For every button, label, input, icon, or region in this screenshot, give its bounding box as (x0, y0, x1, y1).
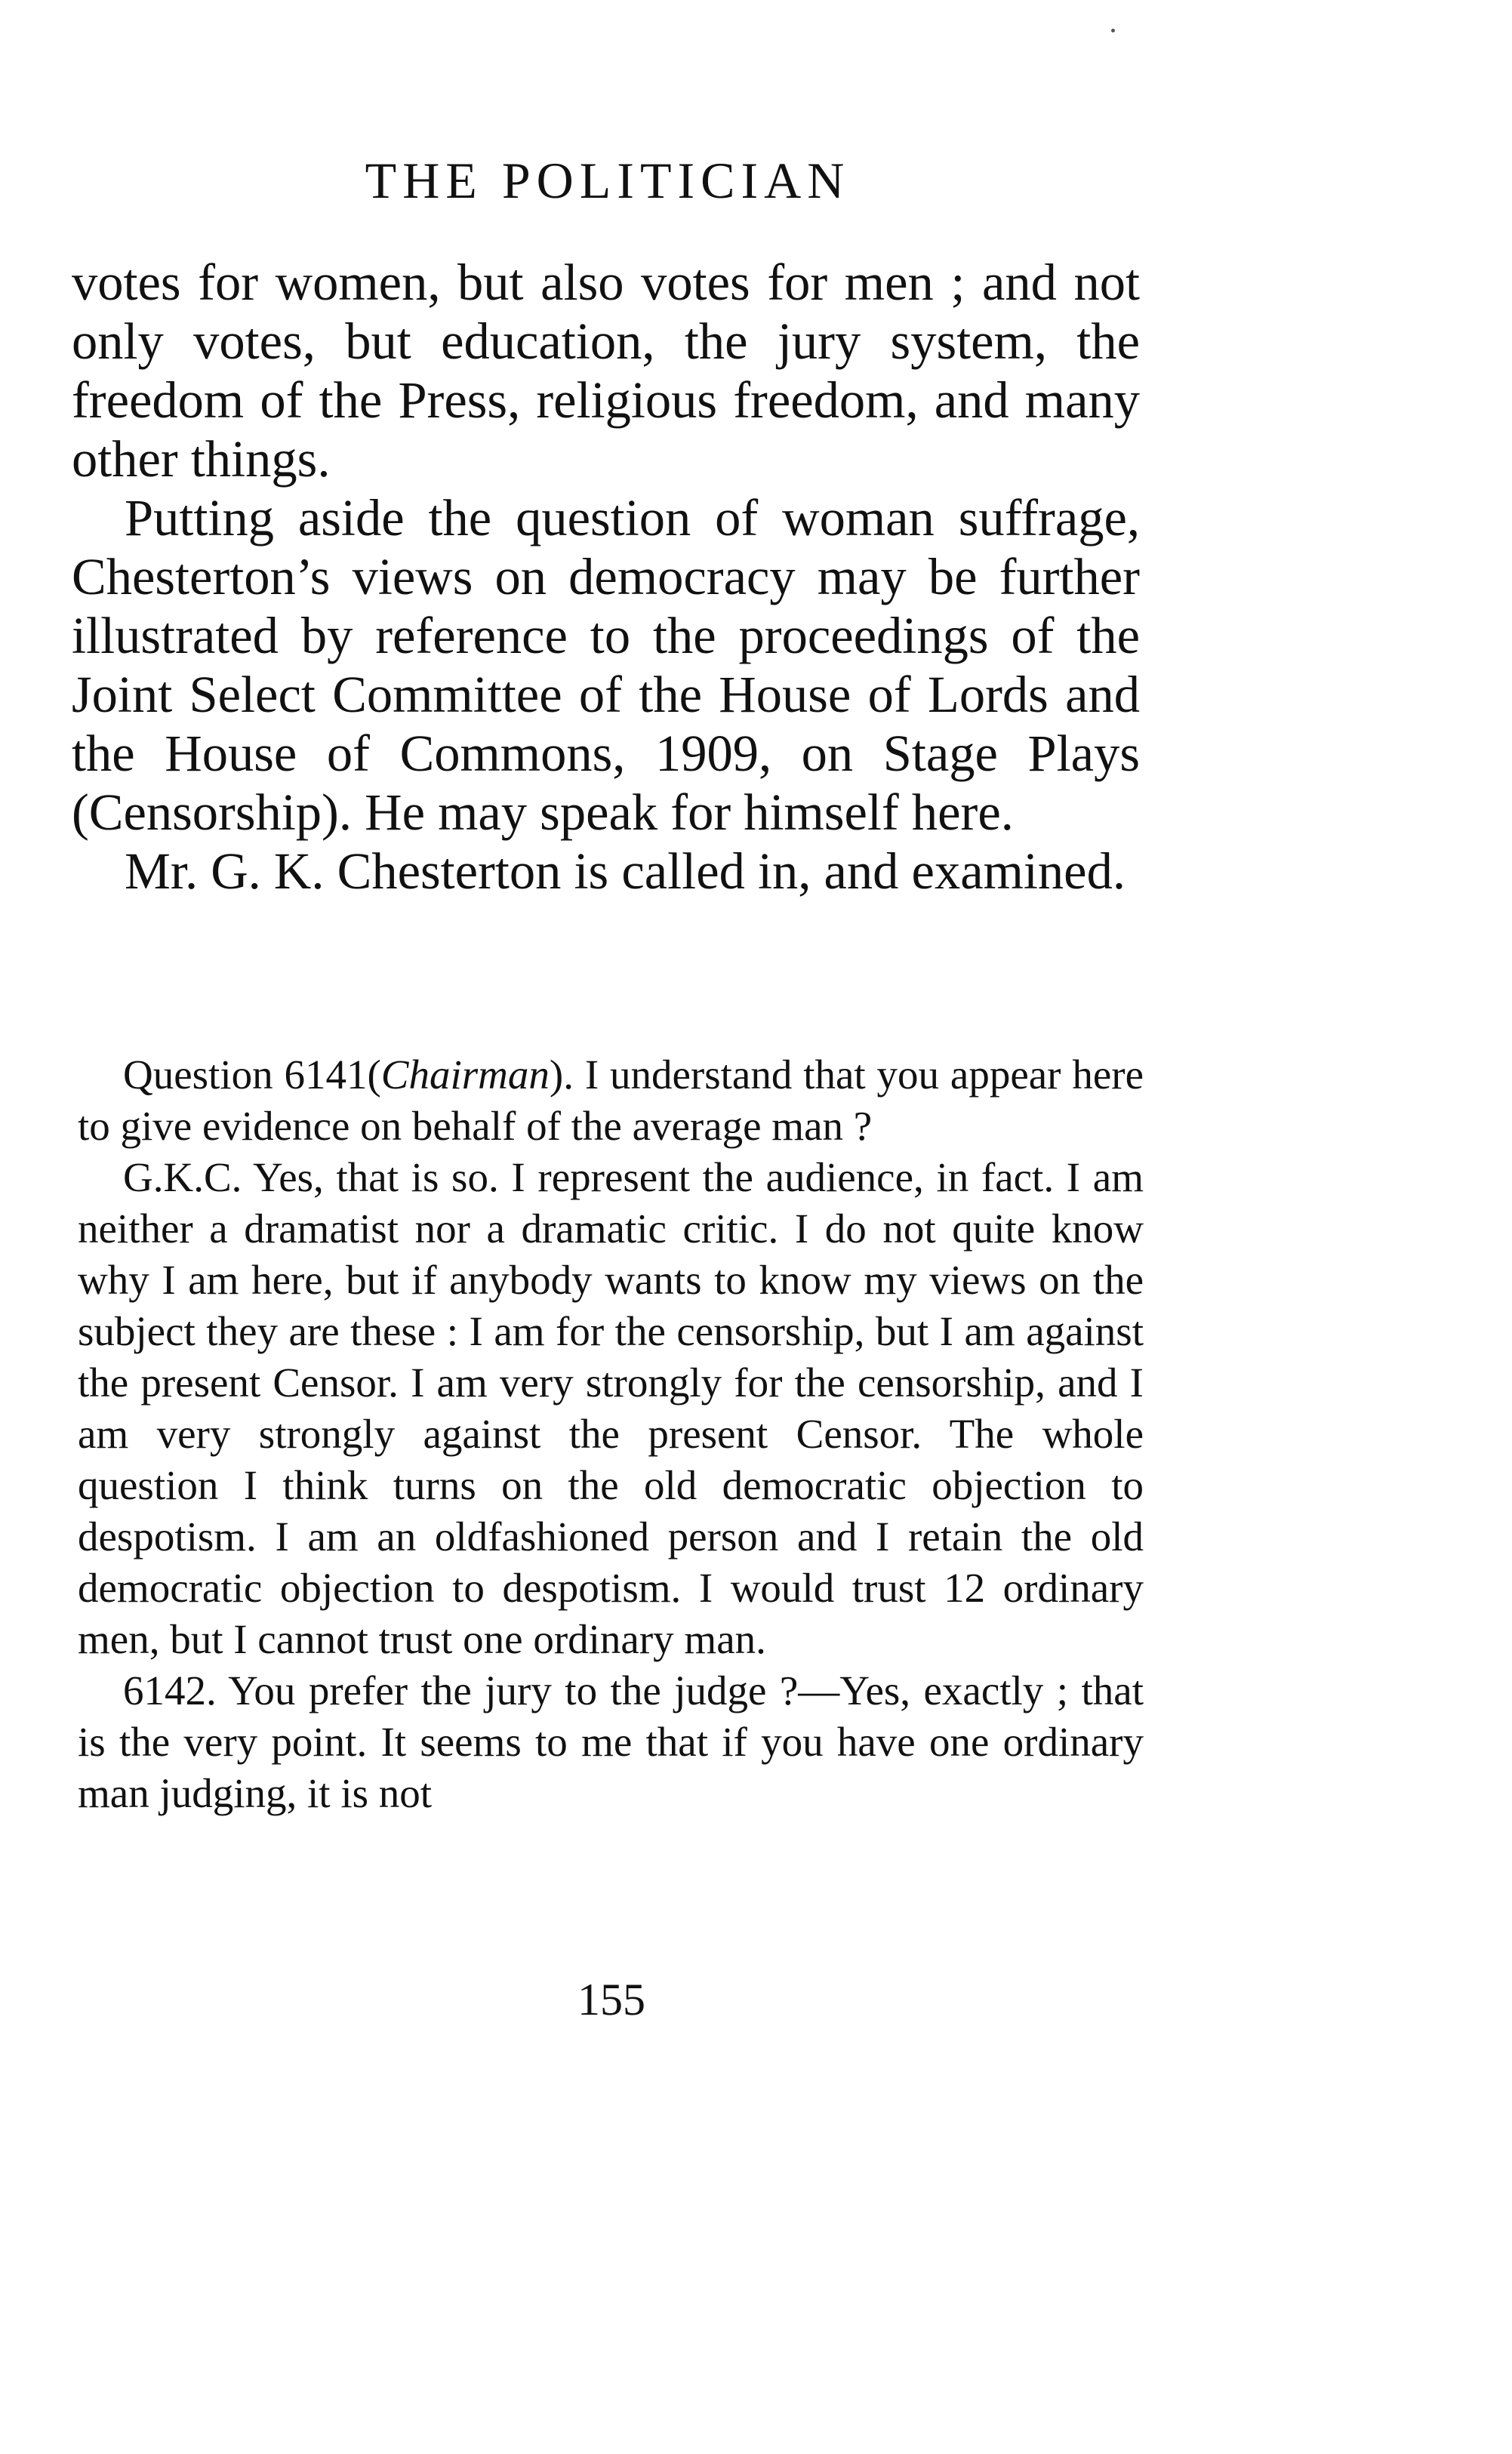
paragraph-continuation: votes for women, but also votes for men ; and not only votes, but education, the jury system, the freedom of the Press, religious freedom, and many other things. (72, 254, 1140, 488)
body-text (72, 253, 1140, 901)
question-6141 (78, 1049, 1144, 1152)
running-head: THE POLITICIAN (365, 152, 851, 209)
page-number: 155 (577, 1975, 645, 2024)
answer-gkc: G.K.C. Yes, that is so. I represent the audience, in fact. I am neither a dramatist nor a dramatic critic. I do not quite know why I am here, but if anybody wants to know my views on the subject they are these : I am for the censorship, but I am against the present Censor. I am very strongly for the censorship, and I am very strongly against the present Censor. The whole question I think turns on the old democratic objection to despotism. I am an oldfashioned person and I retain the old democratic objection to despotism. I would trust 12 ordinary men, but I cannot trust one ordinary man. (78, 1154, 1144, 1662)
paragraph-chesterton-views: Putting aside the question of woman suffrage, Chesterton’s views on democracy may be further illustrated by reference to the proceedings of the Joint Select Committee of the House of Lords and the House of Commons, 1909, on Stage Plays (Censorship). He may speak for himself here. (72, 489, 1140, 841)
evidence-transcript (78, 1049, 1144, 1819)
print-speck (1111, 29, 1115, 32)
question-text: ). I understand that you appear here to give evidence on behalf of the average man ? (78, 1051, 1144, 1149)
paragraph-called-in: Mr. G. K. Chesterton is called in, and examined. (125, 842, 1126, 900)
question-6142: 6142. You prefer the jury to the judge ?—Yes, exactly ; that is the very point. It seems to me that if you have one ordinary man judging, it is not (78, 1667, 1144, 1816)
question-speaker: Chairman (380, 1051, 550, 1098)
question-number: Question 6141( (123, 1051, 381, 1098)
